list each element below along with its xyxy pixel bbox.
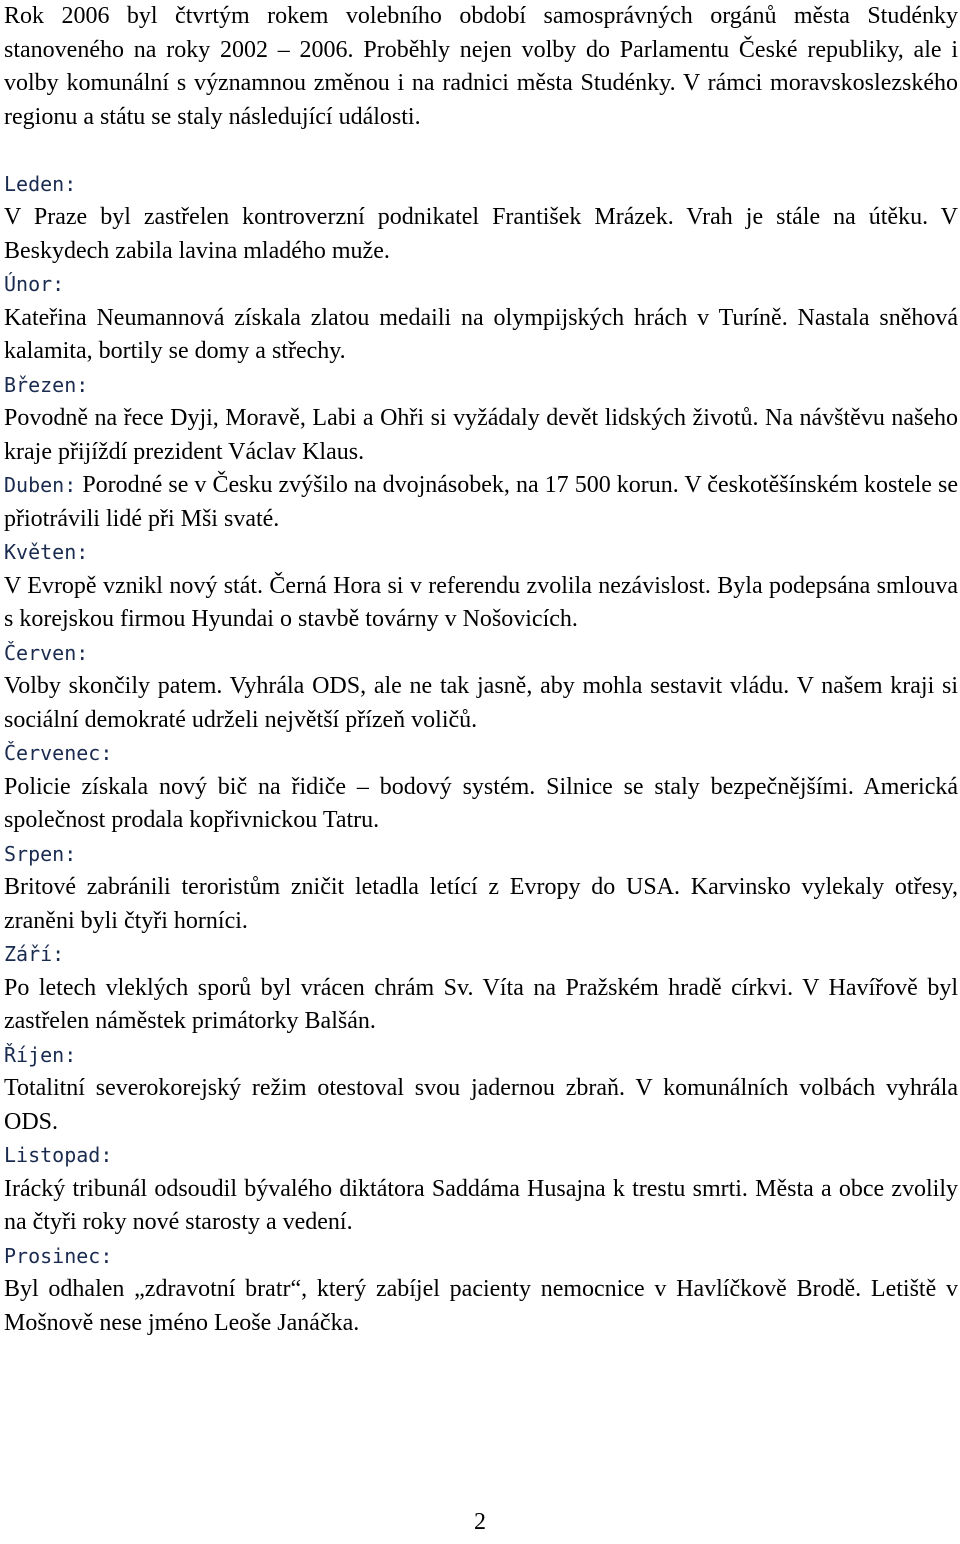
document-page	[4, 0, 958, 1340]
month-heading: Červenec:	[4, 741, 113, 765]
month-entry-prosinec	[4, 1240, 958, 1341]
month-heading: Leden:	[4, 171, 77, 196]
month-text: Policie získala nový bič na řidiče – bodový systém. Silnice se staly bezpečnějšími. Americká společnost prodala kopřivnickou Tatru.	[4, 773, 958, 833]
month-text: V Evropě vznikl nový stát. Černá Hora si v referendu zvolila nezávislost. Byla podepsána smlouva s korejskou firmou Hyundai o stavbě továrny v Nošovicích.	[4, 572, 958, 632]
page-number: 2	[474, 1509, 486, 1535]
intro-paragraph: Rok 2006 byl čtvrtým rokem volebního období samosprávných orgánů města Studénky stanoveného na roky 2002 – 2006. Proběhly nejen volby do Parlamentu České republiky, ale i volby komunální s významnou změnou i na radnici města Studénky. V rámci moravskoslezského regionu a státu se staly následující události.	[4, 3, 958, 130]
month-entry-unor	[4, 268, 958, 369]
month-heading: Listopad:	[4, 1143, 113, 1167]
month-text: Volby skončily patem. Vyhrála ODS, ale ne tak jasně, aby mohla sestavit vládu. V našem kraji si sociální demokraté udrželi největší přízeň voličů.	[4, 673, 958, 733]
month-text: Britové zabránili teroristům zničit letadla letící z Evropy do USA. Karvinsko vylekaly otřesy, zraněni byli čtyři horníci.	[4, 874, 958, 934]
month-entry-duben	[4, 469, 958, 536]
month-heading: Září:	[4, 942, 65, 966]
month-heading: Únor:	[4, 272, 65, 296]
month-inline-paragraph	[4, 469, 958, 536]
month-heading: Červen:	[4, 640, 89, 665]
month-heading: Květen:	[4, 540, 89, 564]
month-text: Porodné se v Česku zvýšilo na dvojnásobek, na 17 500 korun. V českotěšínském kostele se přiotrávili lidé při Mši svaté.	[4, 472, 959, 532]
month-text: Totalitní severokorejský režim otestoval svou jadernou zbraň. V komunálních volbách vyhrála ODS.	[4, 1075, 958, 1135]
month-heading: Prosinec:	[4, 1243, 113, 1268]
month-entry-cerven	[4, 637, 958, 738]
month-entry-srpen	[4, 838, 958, 939]
month-heading: Srpen:	[4, 841, 77, 866]
month-text: Povodně na řece Dyji, Moravě, Labi a Ohři si vyžádaly devět lidských životů. Na návštěvu našeho kraje přijíždí prezident Václav Klaus.	[4, 405, 958, 465]
month-heading: Březen:	[4, 372, 89, 397]
month-entry-kveten	[4, 536, 958, 637]
month-heading: Říjen:	[4, 1042, 77, 1067]
month-entry-zari	[4, 938, 958, 1039]
month-entry-brezen	[4, 369, 958, 470]
month-entry-listopad	[4, 1139, 958, 1240]
month-text: Po letech vleklých sporů byl vrácen chrám Sv. Víta na Pražském hradě církvi. V Havířově byl zastřelen náměstek primátorky Balšán.	[4, 974, 958, 1034]
month-text: Byl odhalen „zdravotní bratr“, který zabíjel pacienty nemocnice v Havlíčkově Brodě. Letiště v Mošnově nese jméno Leoše Janáčka.	[4, 1276, 958, 1336]
month-text: Irácký tribunál odsoudil bývalého diktátora Saddáma Husajna k trestu smrti. Města a obce zvolily na čtyři roky nové starosty a vedení.	[4, 1175, 958, 1235]
month-entry-cervenec	[4, 737, 958, 838]
month-entry-rijen	[4, 1039, 958, 1140]
month-text: V Praze byl zastřelen kontroverzní podnikatel František Mrázek. Vrah je stále na útěku. V Beskydech zabila lavina mladého muže.	[4, 204, 958, 264]
month-text: Kateřina Neumannová získala zlatou medaili na olympijských hrách v Turíně. Nastala sněhová kalamita, bortily se domy a střechy.	[4, 304, 958, 364]
month-entry-leden	[4, 168, 958, 269]
month-heading: Duben:	[4, 473, 77, 497]
